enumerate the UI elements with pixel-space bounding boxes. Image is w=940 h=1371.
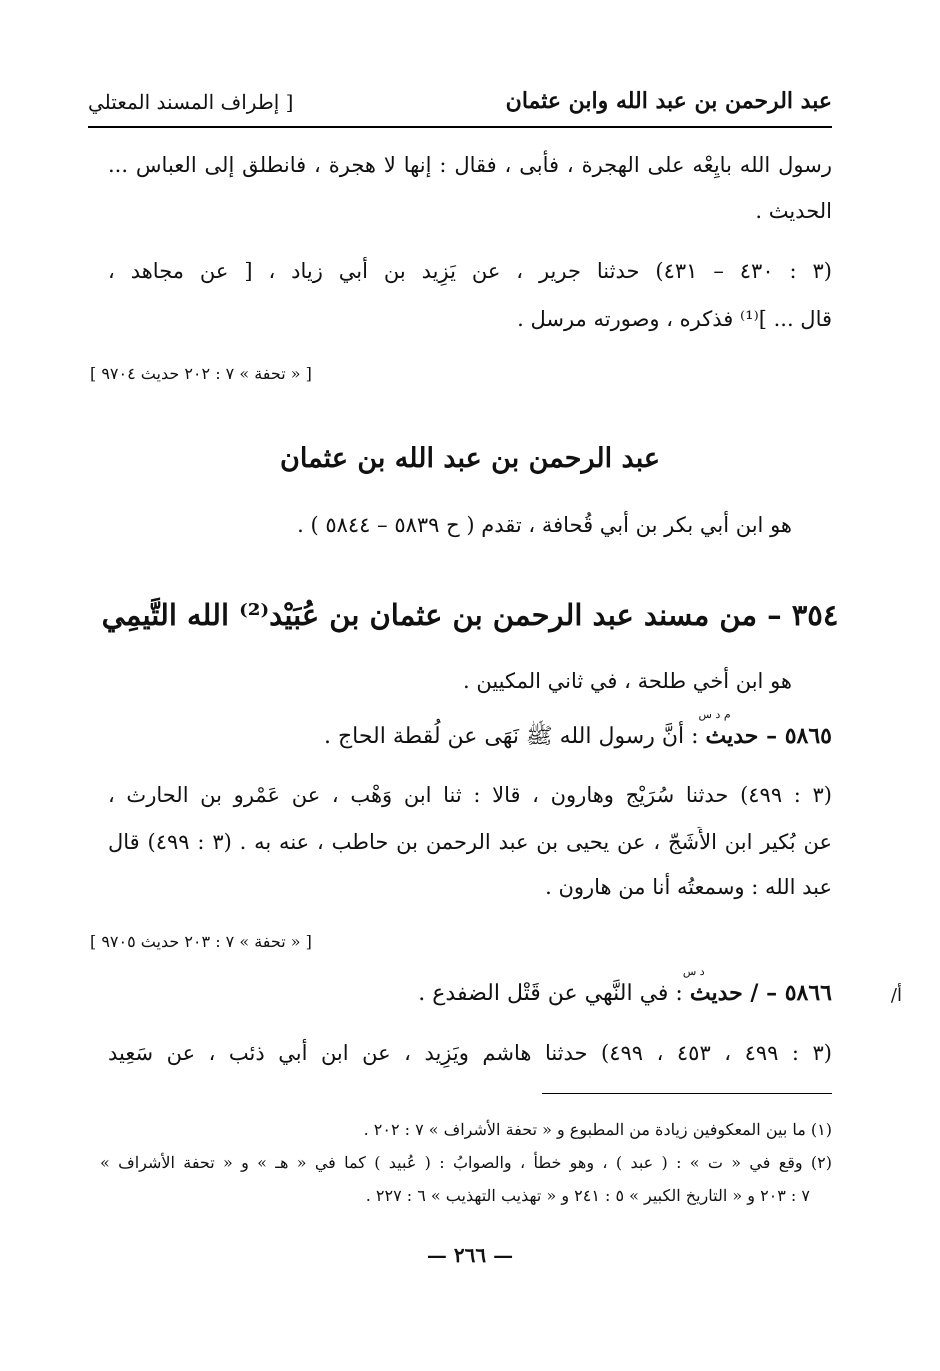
hadith-entry <box>323 708 832 754</box>
running-header-book: [ إطراف المسند المعتلي <box>88 90 294 114</box>
hadith-entry <box>418 965 832 1006</box>
hadith-number: ٥٨٦٥ – حديث م د س <box>698 708 832 749</box>
source-markers: د س <box>682 965 705 978</box>
footnote-2-continued: ٧ : ٢٠٣ و « التاريخ الكبير » ٥ : ٢٤١ و « تهذيب التهذيب » ٦ : ٢٢٧ . <box>365 1186 810 1205</box>
body-line: (٣ : ٤٩٩) حدثنا سُرَيْج وهارون ، قالا : ثنا ابن وَهْب ، عن عَمْرو بن الحارث ، <box>108 783 832 807</box>
hadith-text: : أنَّ رسول الله ﷺ نَهَى عن لُقطة الحاج . <box>323 724 699 749</box>
section-heading: عبد الرحمن بن عبد الله بن عثمان <box>280 443 660 474</box>
margin-folio-marker: /أ <box>890 985 902 1006</box>
musnad-heading: ٣٥٤ – من مسند عبد الرحمن بن عثمان بن عُبَيْد⁽²⁾ الله التَّيمِي <box>101 598 839 632</box>
tuhfa-reference: [ « تحفة » ٧ : ٢٠٢ حديث ٩٧٠٤ ] <box>90 364 312 383</box>
body-line: عن بُكير ابن الأَشَجّ ، عن يحيى بن عبد الرحمن بن حاطب ، عنه به . (٣ : ٤٩٩) قال <box>108 830 832 854</box>
body-line: (٣ : ٤٩٩ ، ٤٥٣ ، ٤٩٩) حدثنا هاشم ويَزِيد ، عن ابن أبي ذئب ، عن سَعِيد <box>108 1041 832 1065</box>
body-line: قال ... ]⁽¹⁾ فذكره ، وصورته مرسل . <box>517 307 832 331</box>
body-line: الحديث . <box>755 199 832 223</box>
footnote-separator <box>542 1093 832 1094</box>
source-markers: م د س <box>698 708 731 721</box>
body-line: عبد الله : وسمعتُه أنا من هارون . <box>545 875 832 899</box>
hadith-number: ٥٨٦٦ – / حديث د س <box>682 965 832 1006</box>
footnote-1: (١) ما بين المعكوفين زيادة من المطبوع و « تحفة الأشراف » ٧ : ٢٠٢ . <box>363 1120 832 1139</box>
page-number: — ٢٦٦ — <box>426 1243 514 1267</box>
hadith-text: : في النَّهي عن قَتْل الضفدع . <box>418 981 683 1006</box>
body-line: رسول الله بايِعْه على الهجرة ، فأبى ، فقال : إنها لا هجرة ، فانطلق إلى العباس ... <box>108 153 832 177</box>
running-header-title: عبد الرحمن بن عبد الله وابن عثمان <box>505 88 832 114</box>
body-line: (٣ : ٤٣٠ – ٤٣١) حدثنا جرير ، عن يَزِيد بن أبي زياد ، [ عن مجاهد ، <box>108 259 832 283</box>
header-rule <box>88 126 832 128</box>
tuhfa-reference: [ « تحفة » ٧ : ٢٠٣ حديث ٩٧٠٥ ] <box>90 932 312 951</box>
section-description: هو ابن أبي بكر بن أبي قُحافة ، تقدم ( ح ٥٨٣٩ – ٥٨٤٤ ) . <box>297 513 792 537</box>
footnote-2: (٢) وقع في « ت » : ( عبد ) ، وهو خطأ ، والصوابُ : ( عُبيد ) كما في « هـ » و « تحفة الأشراف » <box>100 1153 832 1172</box>
section-description: هو ابن أخي طلحة ، في ثاني المكيين . <box>462 669 792 693</box>
